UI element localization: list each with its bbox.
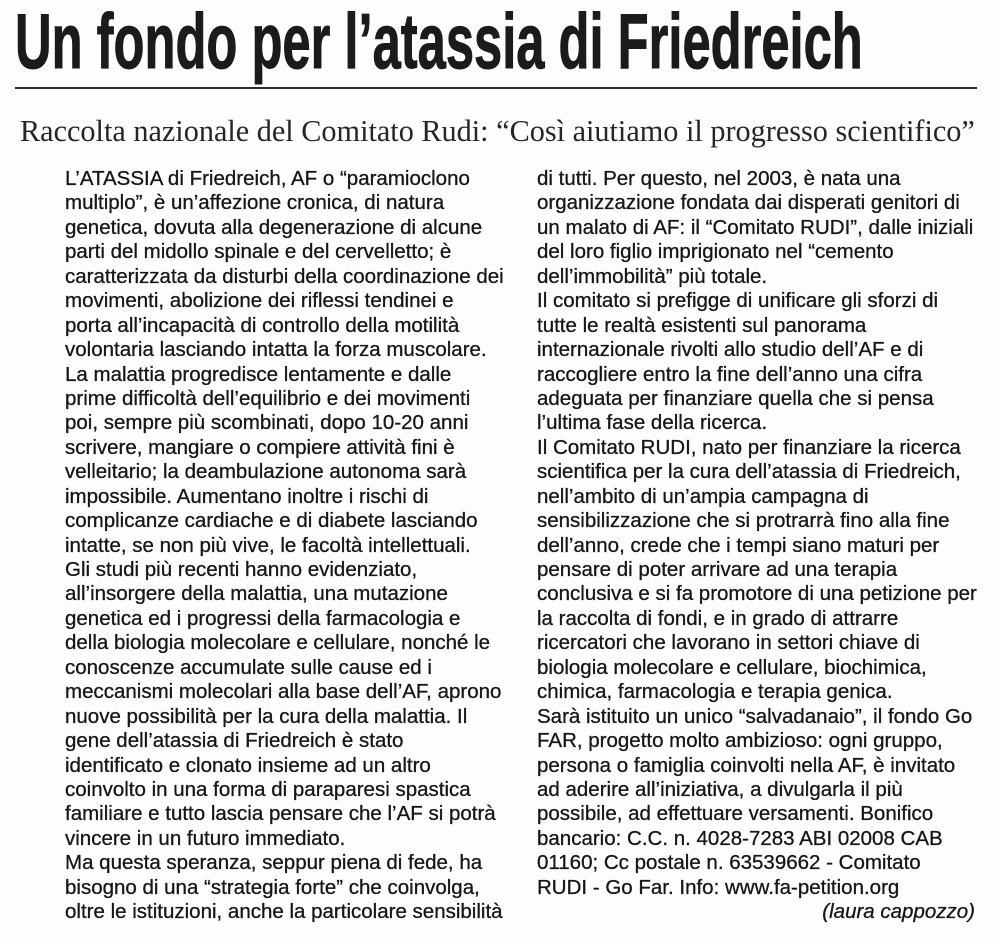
body-text-line: scrivere, mangiare o compiere attività fini è xyxy=(65,435,455,459)
body-text-line: la raccolta di fondi, e in grado di attrarre xyxy=(537,606,899,630)
body-text-line: raccogliere entro la fine dell’anno una cifra xyxy=(537,362,923,386)
body-text-line: adeguata per finanziare quella che si pensa xyxy=(537,386,934,410)
body-text-line: nuove possibilità per la cura della malattia. Il xyxy=(65,704,468,728)
body-text-line: meccanismi molecolari alla base dell’AF, aprono xyxy=(65,680,502,704)
body-text-line: all’insorgere della malattia, una mutazione xyxy=(65,582,448,606)
body-text-line: complicanze cardiache e di diabete lasciando xyxy=(65,509,478,533)
body-text-line: ad aderire all’iniziativa, a divulgarla il più xyxy=(537,777,903,801)
body-text-line: scientifica per la cura dell’atassia di Friedreich, xyxy=(537,460,961,484)
body-text-line: internazionale rivolti allo studio dell’AF e di xyxy=(537,338,924,362)
body-text-line: familiare e tutto lascia pensare che l’AF si potrà xyxy=(65,802,496,826)
body-text-line: nell’ambito di un’ampia campagna di xyxy=(537,484,869,508)
body-text-line: sensibilizzazione che si protrarrà fino alla fine xyxy=(537,509,950,533)
body-text-line: genetica ed i progressi della farmacologia e xyxy=(65,606,461,630)
body-text-line: caratterizzata da disturbi della coordinazione dei xyxy=(65,264,504,288)
body-text-line: vincere in un futuro immediato. xyxy=(65,826,346,850)
body-text-line: Sarà istituito un unico “salvadanaio”, il fondo Go xyxy=(537,704,973,728)
body-text-line: bancario: C.C. n. 4028-7283 ABI 02008 CAB xyxy=(537,826,943,850)
body-text-line: l’ultima fase della ricerca. xyxy=(537,411,768,435)
body-text-line: chimica, farmacologia e terapia genica. xyxy=(537,680,893,704)
body-text-line: intatte, se non più vive, le facoltà intellettuali. xyxy=(65,533,471,557)
page-title: Un fondo per l’atassia di Friedreich xyxy=(15,2,863,85)
body-text-line: velleitario; la deambulazione autonoma sarà xyxy=(65,460,467,484)
body-text-line: un malato di AF: il “Comitato RUDI”, dalle iniziali xyxy=(537,215,974,239)
body-text-line: impossibile. Aumentano inoltre i rischi di xyxy=(65,484,429,508)
body-text-line: oltre le istituzioni, anche la particolare sensibilità xyxy=(65,900,503,924)
body-text-line: dell’immobilità” più totale. xyxy=(537,264,768,288)
body-text-line: prime difficoltà dell’equilibrio e dei movimenti xyxy=(65,386,471,410)
body-text-line: parti del midollo spinale e del cervelletto; è xyxy=(65,240,452,264)
body-text-line: conclusiva e si fa promotore di una petizione per xyxy=(537,582,977,606)
body-text-line: bisogno di una “strategia forte” che coinvolga, xyxy=(65,875,480,899)
body-text-line: porta all’incapacità di controllo della motilità xyxy=(65,313,460,337)
body-text-line: FAR, progetto molto ambizioso: ogni gruppo, xyxy=(537,729,943,753)
body-text-line: dell’anno, crede che i tempi siano maturi per xyxy=(537,533,940,557)
body-text-line: tutte le realtà esistenti sul panorama xyxy=(537,313,867,337)
body-text-line: possibile, ad effettuare versamenti. Bonifico xyxy=(537,802,934,826)
body-text-line: della biologia molecolare e cellulare, nonché le xyxy=(65,631,491,655)
body-text-line: genetica, dovuta alla degenerazione di alcune xyxy=(65,215,483,239)
body-text-line: conoscenze accumulate sulle cause ed i xyxy=(65,655,432,679)
body-text-line: del loro figlio imprigionato nel “cemento xyxy=(537,240,894,264)
body-text-line: RUDI - Go Far. Info: www.fa-petition.org xyxy=(537,875,900,899)
headline-rule xyxy=(15,87,977,89)
body-text-line: coinvolto in una forma di paraparesi spastica xyxy=(65,777,471,801)
body-text-line: L’ATASSIA di Friedreich, AF o “paramioclono xyxy=(65,167,470,190)
body-text-line: identificato e clonato insieme ad un altro xyxy=(65,753,431,777)
subtitle-container xyxy=(20,113,990,153)
body-text-line: movimenti, abolizione dei riflessi tendinei e xyxy=(65,289,454,313)
body-text-line: poi, sempre più scombinati, dopo 10-20 anni xyxy=(65,411,469,435)
body-text-line: gene dell’atassia di Friedreich è stato xyxy=(65,729,404,753)
body-text-line: 01160; Cc postale n. 63539662 - Comitato xyxy=(537,851,921,875)
body-text-line: Ma questa speranza, seppur piena di fede, ha xyxy=(65,851,483,875)
body-text-line: biologia molecolare e cellulare, biochimica, xyxy=(537,655,927,679)
body-text-line: Gli studi più recenti hanno evidenziato, xyxy=(65,558,418,581)
byline: (laura cappozzo) xyxy=(822,900,975,924)
column-left xyxy=(65,167,512,925)
column-right xyxy=(537,167,981,925)
subtitle: Raccolta nazionale del Comitato Rudi: “Così aiutiamo il progresso scientifico” xyxy=(20,113,975,148)
body-text-line: di tutti. Per questo, nel 2003, è nata una xyxy=(537,167,901,190)
body-text-line: Il Comitato RUDI, nato per finanziare la ricerca xyxy=(537,435,961,459)
body-text-line: multiplo”, è un’affezione cronica, di natura xyxy=(65,191,445,215)
body-text-line: Il comitato si prefigge di unificare gli sforzi di xyxy=(537,289,939,313)
body-text-line: organizzazione fondata dai disperati genitori di xyxy=(537,191,960,215)
body-text-line: persona o famiglia coinvolti nella AF, è invitato xyxy=(537,753,956,777)
body-text-line: La malattia progredisce lentamente e dalle xyxy=(65,362,452,386)
body-text-line: ricercatori che lavorano in settori chiave di xyxy=(537,631,920,655)
headline-container xyxy=(15,2,980,88)
body-text-line: volontaria lasciando intatta la forza muscolare. xyxy=(65,338,487,362)
body-text-line: pensare di poter arrivare ad una terapia xyxy=(537,558,898,581)
